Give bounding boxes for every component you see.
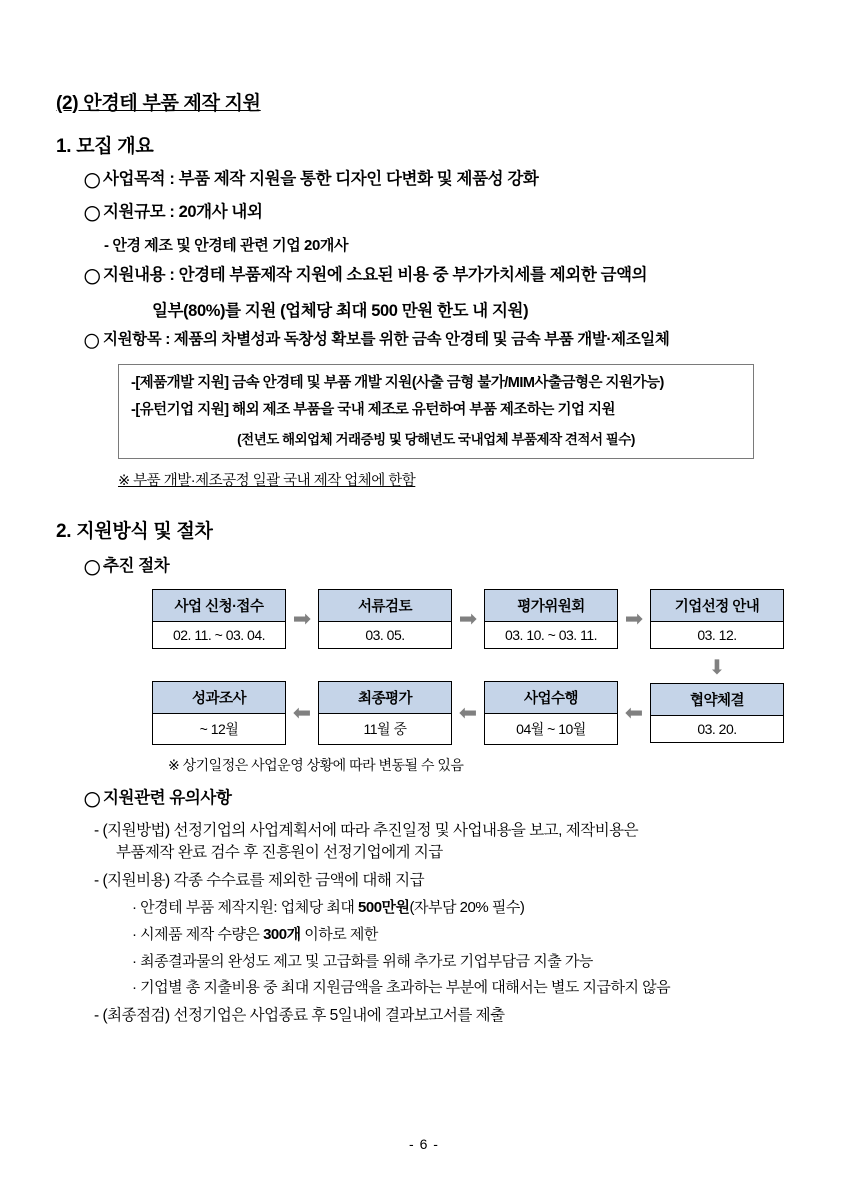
support-amount-prefix: 일부(80%)를 지원 (152, 302, 281, 320)
flow-step-date: 03. 10. ~ 03. 11. (485, 622, 617, 648)
arrow-right-icon: ➡ (292, 605, 312, 631)
arrow-left-icon: ⬅ (458, 699, 478, 725)
list-item-label: 지원항목 : 제품의 차별성과 독창성 확보를 위한 금속 안경테 및 금속 부품 개발·제조일체 (103, 331, 670, 348)
notice-dot-pre: · 안경테 부품 제작지원: 업체당 최대 (132, 899, 359, 917)
notice-support-cost-line1: - (지원비용) 각종 수수료를 제외한 금액에 대해 지급 (94, 871, 425, 889)
list-item-process (56, 555, 796, 579)
list-item-label: 지원규모 : 20개사 내외 (103, 203, 263, 221)
notice-dot-excess (56, 977, 796, 999)
arrow-right-icon: ➡ (458, 605, 478, 631)
flow-step-date: 02. 11. ~ 03. 04. (153, 622, 285, 648)
flow-step-document-review (318, 589, 452, 649)
notice-dot-part-support (56, 897, 796, 919)
list-item-notices (56, 787, 796, 811)
notice-final-check (56, 1005, 796, 1027)
arrow-left-icon: ⬅ (624, 699, 644, 725)
bullet-mark: 〇 (84, 791, 101, 810)
list-item-label: 추진 절차 (103, 556, 170, 575)
notice-dot-bold: 500만원 (358, 899, 410, 917)
list-item-support-content (56, 264, 796, 288)
notice-dot-bold: 300개 (263, 925, 301, 943)
flow-step-date: 11월 중 (319, 714, 451, 744)
process-flow-diagram (152, 589, 796, 745)
notice-dot-quality (56, 951, 796, 973)
bullet-mark: 〇 (84, 334, 100, 351)
box-text-uturn-company: 해외 제조 부품을 국내 제조로 유턴하여 부품 제조하는 기업 지원 (228, 401, 616, 418)
box-note-uturn-company: (전년도 해외업체 거래증빙 및 당해년도 국내업체 부품제작 견적서 필수) (237, 431, 635, 447)
bullet-mark: 〇 (84, 173, 101, 191)
flow-step-title: 서류검토 (319, 590, 451, 622)
support-amount-limit: (업체당 최대 500 만원 한도 내 지원) (280, 302, 529, 320)
flow-step-title: 사업수행 (485, 682, 617, 714)
notice-dot-pre: · 기업별 총 지출비용 중 최대 지원금액을 초과하는 부분에 대해서는 별도 지급하지 않음 (132, 979, 671, 997)
flow-row-top (152, 589, 796, 649)
flow-schedule-note: ※ 상기일정은 사업운영 상황에 따라 변동될 수 있음 (168, 756, 464, 773)
box-line-product-development (131, 374, 741, 393)
flow-step-title: 기업선정 안내 (651, 590, 783, 622)
flow-step-final-evaluation (318, 681, 452, 745)
arrow-right-icon: ➡ (624, 605, 644, 631)
box-line-uturn-company (131, 401, 741, 420)
box-paren-product-development: (사출 금형 불가/MIM사출금형은 지원가능) (411, 375, 664, 391)
flow-step-selection-notice (650, 589, 784, 649)
flow-step-date: ~ 12월 (153, 714, 285, 744)
list-item-label: 사업목적 : 부품 제작 지원을 통한 디자인 다변화 및 제품성 강화 (103, 170, 539, 188)
flow-step-date: 03. 12. (651, 622, 783, 648)
flow-step-date: 03. 20. (651, 716, 783, 742)
flow-step-performance-survey (152, 681, 286, 745)
flow-step-title: 평가위원회 (485, 590, 617, 622)
notice-support-method-line2: 부품제작 완료 검수 후 진흥원이 선정기업에게 지급 (116, 844, 443, 862)
flow-step-project-execution (484, 681, 618, 745)
flow-step-application (152, 589, 286, 649)
bullet-mark: 〇 (84, 559, 101, 578)
section-1-footnote-text: ※ 부품 개발·제조공정 일괄 국내 제작 업체에 한함 (118, 472, 416, 489)
notice-support-method (56, 820, 796, 865)
list-item-support-items (56, 330, 796, 352)
flow-step-date: 04월 ~ 10월 (485, 714, 617, 744)
flow-step-title: 협약체결 (651, 684, 783, 716)
flow-step-title: 성과조사 (153, 682, 285, 714)
list-item-label: 지원내용 : 안경테 부품제작 지원에 소요된 비용 중 부가가치세를 제외한 금액의 (103, 266, 648, 284)
support-items-box (118, 364, 754, 459)
notice-dot-pre: · 최종결과물의 완성도 제고 및 고급화를 위해 추가로 기업부담금 지출 가능 (132, 952, 593, 970)
section-1-footnote (56, 469, 796, 490)
notice-final-check-text: - (최종점검) 선정기업은 사업종료 후 5일내에 결과보고서를 제출 (94, 1007, 505, 1025)
page-number: - 6 - (409, 1136, 439, 1152)
box-text-product-development: 금속 안경테 및 부품 개발 지원 (228, 375, 412, 391)
flow-row-bottom (152, 681, 796, 745)
list-item-label: 지원관련 유의사항 (103, 788, 232, 807)
flow-spacer (152, 657, 650, 679)
notice-dot-post: (자부담 20% 필수) (409, 899, 525, 917)
flow-step-agreement (650, 683, 784, 743)
support-content-line2 (56, 297, 796, 321)
box-label-uturn-company: -[유턴기업 지원] (131, 401, 229, 418)
notice-dot-pre: · 시제품 제작 수량은 (132, 925, 264, 943)
flow-step-date: 03. 05. (319, 622, 451, 648)
notice-dot-prototype-limit (56, 924, 796, 946)
flow-down-connector (152, 657, 796, 679)
flow-step-evaluation-committee (484, 589, 618, 649)
list-item-scale (56, 201, 796, 225)
bullet-mark: 〇 (84, 206, 101, 224)
notice-support-cost (56, 870, 796, 892)
flow-step-title: 사업 신청·접수 (153, 590, 285, 622)
page-title: (2) 안경테 부품 제작 지원 (56, 93, 261, 114)
notice-support-method-line1: - (지원방법) 선정기업의 사업계획서에 따라 추진일정 및 사업내용을 보고, 제작비용은 (94, 821, 639, 839)
notice-dot-post: 이하로 제한 (300, 925, 378, 943)
bullet-mark: 〇 (84, 269, 101, 287)
flow-step-title: 최종평가 (319, 682, 451, 714)
arrow-down-icon: ⬇ (708, 656, 726, 679)
arrow-left-icon: ⬅ (292, 699, 312, 725)
box-label-product-development: -[제품개발 지원] (131, 375, 229, 391)
document-content (56, 88, 796, 1033)
list-item-scale-detail: - 안경 제조 및 안경테 관련 기업 20개사 (104, 237, 349, 254)
section-1-heading: 1. 모집 개요 (56, 136, 154, 157)
list-item-purpose (56, 168, 796, 192)
section-2-heading: 2. 지원방식 및 절차 (56, 520, 213, 542)
